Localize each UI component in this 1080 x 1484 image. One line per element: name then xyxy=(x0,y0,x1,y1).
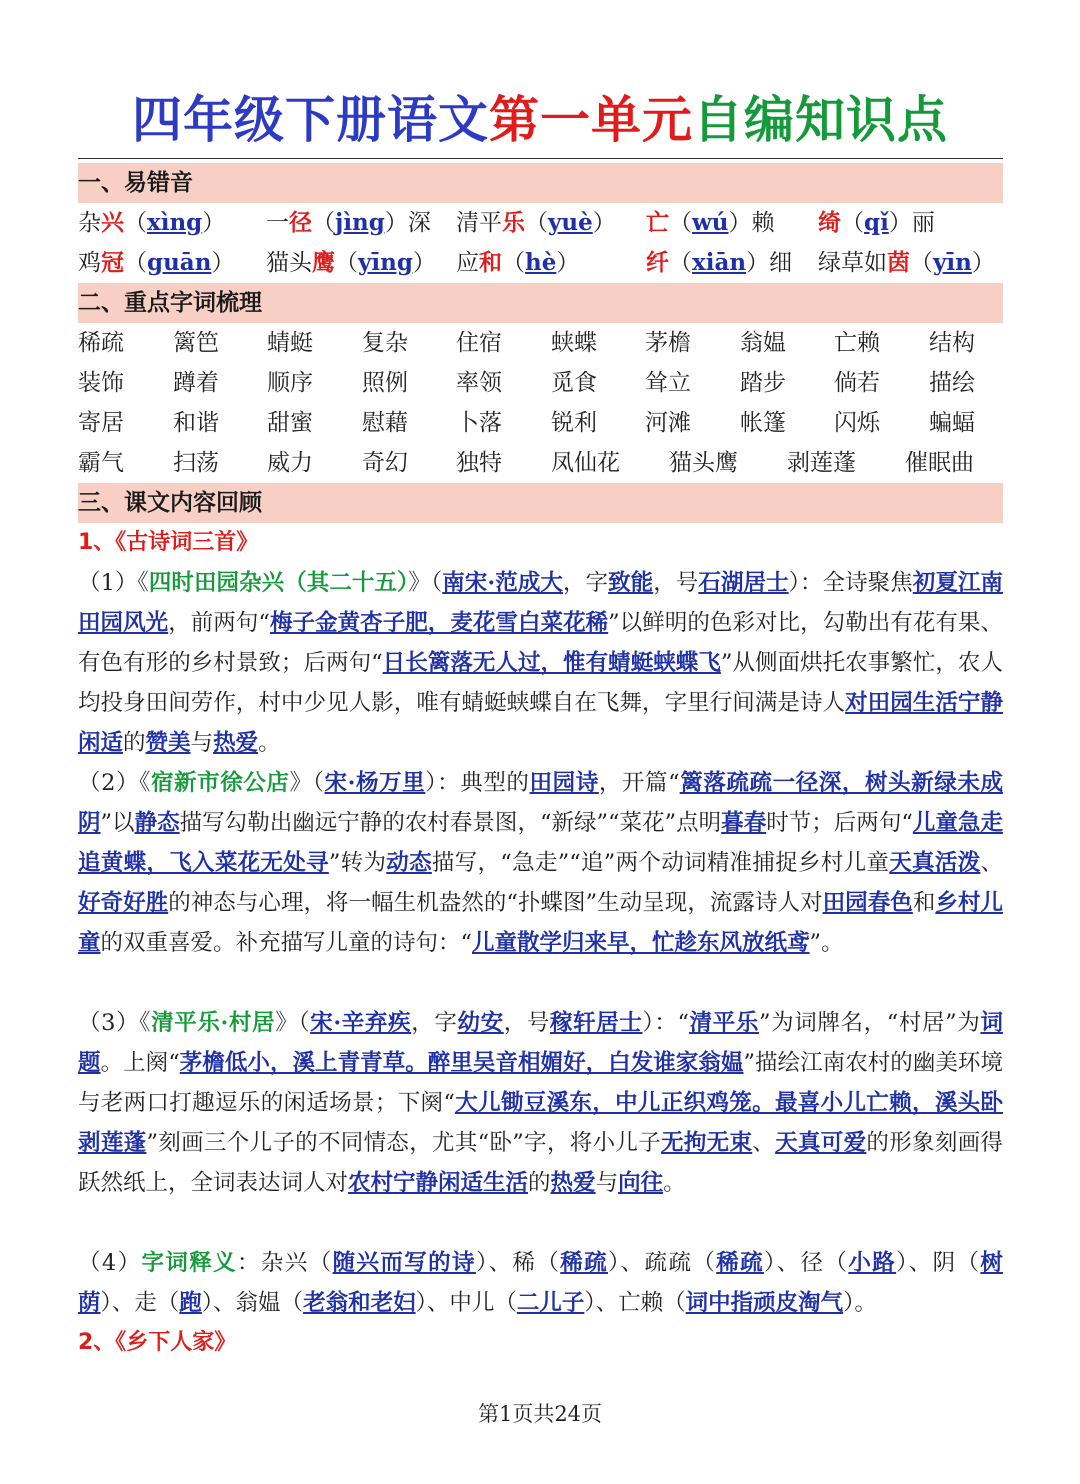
poem-3-paragraph xyxy=(78,1003,1003,1203)
text-run: ）、疏疏（ xyxy=(608,1250,717,1276)
text-run: 。 xyxy=(663,1170,686,1196)
text-run: ：杂兴（ xyxy=(237,1250,333,1276)
keyword: 稀疏 xyxy=(560,1250,609,1276)
word-item: 耸立 xyxy=(645,370,691,396)
keyword: 日长篱落无人过，惟有蜻蜓蛱蝶飞 xyxy=(382,650,721,676)
word-item: 蜻蜓 xyxy=(267,330,313,356)
word-item: 独特 xyxy=(456,450,502,476)
word-item: 茅檐 xyxy=(645,330,691,356)
word-item: 扫荡 xyxy=(173,450,219,476)
pron-item: 猫头鹰（yīng） xyxy=(266,249,436,276)
pron-item: 纤（xiān）细 xyxy=(646,249,793,276)
keyword: 暮春 xyxy=(721,810,767,836)
keyword: 篱落疏疏一径深，树头新绿未成阴 xyxy=(78,770,1003,836)
word-row xyxy=(78,443,1003,483)
text-run: ”描绘江南农村的幽美环境与老两口打趣逗乐的闲适场景；下阕“ xyxy=(78,1050,1003,1116)
text-run: ”。 xyxy=(809,930,844,956)
keyword: 静态 xyxy=(134,810,180,836)
word-item: 踏步 xyxy=(740,370,786,396)
title-divider xyxy=(78,158,1003,159)
keyword: 无拘无束 xyxy=(661,1130,753,1156)
word-item: 河滩 xyxy=(645,410,691,436)
text-run: 》（ xyxy=(408,570,443,596)
section-header-vocabulary: 二、重点字词梳理 xyxy=(78,283,1003,323)
keyword: 致能 xyxy=(608,570,654,596)
poem-title: 四时田园杂兴（其二十五） xyxy=(148,570,409,596)
pron-item: 绮（qǐ）丽 xyxy=(818,209,935,236)
word-item: 剥莲蓬 xyxy=(787,450,856,476)
pronunciation-row xyxy=(78,243,1003,283)
text-run: ，开篇“ xyxy=(598,770,680,796)
word-item: 结构 xyxy=(929,330,975,356)
word-item: 蛱蝶 xyxy=(551,330,597,356)
text-run: 描写，“急走”“追”两个动词精准捕捉乡村儿童 xyxy=(431,850,890,876)
keyword: 初夏江南田园风光 xyxy=(78,570,1003,636)
keyword: 稀疏 xyxy=(716,1250,765,1276)
keyword: 田园诗 xyxy=(529,770,599,796)
keyword: 小路 xyxy=(848,1250,897,1276)
pron-item: 清平乐（yuè） xyxy=(456,209,616,236)
text-run: 。 xyxy=(258,730,281,756)
keyword: 跑 xyxy=(179,1290,202,1316)
poem-title: 清平乐·村居 xyxy=(151,1010,276,1036)
word-item: 凤仙花 xyxy=(551,450,620,476)
vocabulary-meaning-paragraph xyxy=(78,1243,1003,1323)
word-item: 寄居 xyxy=(78,410,124,436)
text-run: ”转为 xyxy=(328,850,387,876)
word-item: 甜蜜 xyxy=(267,410,313,436)
page-title xyxy=(0,80,1080,152)
word-item: 顺序 xyxy=(267,370,313,396)
keyword: 词题 xyxy=(78,1010,1003,1076)
lesson-heading: 2、《乡下人家》 xyxy=(78,1330,237,1355)
text-run: 的形象刻画得跃然纸上，全词表达词人对 xyxy=(78,1130,1003,1196)
word-item: 倘若 xyxy=(834,370,880,396)
keyword: 儿童散学归来早，忙趁东风放纸鸢 xyxy=(472,930,810,956)
word-item: 亡赖 xyxy=(834,330,880,356)
word-item: 蹲着 xyxy=(173,370,219,396)
keyword: 大儿锄豆溪东，中儿正织鸡笼。最喜小儿亡赖，溪头卧剥莲蓬 xyxy=(78,1090,1003,1156)
keyword: 热爱 xyxy=(213,730,259,756)
poem-title: 字词释义 xyxy=(141,1250,238,1276)
word-row xyxy=(78,323,1003,363)
lesson-heading: 1、《古诗词三首》 xyxy=(78,530,259,555)
keyword: 田园春色 xyxy=(822,890,913,916)
poem-1-paragraph xyxy=(78,563,1003,763)
word-item: 闪烁 xyxy=(834,410,880,436)
word-item: 复杂 xyxy=(362,330,408,356)
title-part-2: 第一单元 xyxy=(489,91,693,149)
word-item: 觅食 xyxy=(551,370,597,396)
poem-title: 宿新市徐公店 xyxy=(150,770,290,796)
section-header-pronunciation: 一、易错音 xyxy=(78,163,1003,203)
text-run: ）：典型的 xyxy=(425,770,530,796)
text-run: 》（ xyxy=(289,770,325,796)
keyword: 对田园生活宁静闲适 xyxy=(78,690,1003,756)
keyword: 热爱 xyxy=(550,1170,596,1196)
keyword: 词中指顽皮淘气 xyxy=(685,1290,844,1316)
keyword: 儿童急走追黄蝶，飞入菜花无处寻 xyxy=(78,810,1003,876)
word-item: 住宿 xyxy=(456,330,502,356)
text-run: 、 xyxy=(752,1130,776,1156)
word-item: 霸气 xyxy=(78,450,124,476)
pron-item: 一径（jìng）深 xyxy=(266,209,431,236)
pron-item: 鸡冠（guān） xyxy=(78,249,235,276)
keyword: 天真活泼 xyxy=(889,850,981,876)
text-run: ）。 xyxy=(843,1290,877,1316)
keyword: 稼轩居士 xyxy=(549,1010,643,1036)
pron-item: 应和（hè） xyxy=(456,249,580,276)
keyword: 农村宁静闲适生活 xyxy=(348,1170,529,1196)
word-item: 奇幻 xyxy=(362,450,408,476)
pron-item: 亡（wú）赖 xyxy=(646,209,775,236)
word-item: 帐篷 xyxy=(740,410,786,436)
keyword: 天真可爱 xyxy=(775,1130,867,1156)
text-run: ）、径（ xyxy=(764,1250,849,1276)
text-run: ）、阴（ xyxy=(896,1250,981,1276)
word-item: 锐利 xyxy=(551,410,597,436)
keyword: 南宋·范成大 xyxy=(442,570,563,596)
text-run: ）、中儿（ xyxy=(415,1290,517,1316)
text-run: ）、稀（ xyxy=(475,1250,561,1276)
text-run: ，号 xyxy=(503,1010,550,1036)
text-run: （4） xyxy=(78,1250,142,1276)
text-run: （2）《 xyxy=(78,770,151,796)
word-item: 稀疏 xyxy=(78,330,124,356)
keyword: 清平乐 xyxy=(689,1010,760,1036)
keyword: 梅子金黄杏子肥，麦花雪白菜花稀 xyxy=(269,610,609,636)
keyword: 宋·杨万里 xyxy=(324,770,426,796)
word-item: 翁媪 xyxy=(740,330,786,356)
text-run: ”刻画三个儿子的不同情态，尤其“卧”字，将小儿子 xyxy=(146,1130,662,1156)
section-header-lesson-review: 三、课文内容回顾 xyxy=(78,483,1003,523)
text-run: 的双重喜爱。补充描写儿童的诗句：“ xyxy=(100,930,473,956)
text-run: ”从侧面烘托农事繁忙，农人均投身田间劳作，村中少见人影，唯有蜻蜓蛱蝶自在飞舞，字里行间满是诗人 xyxy=(78,650,1003,716)
text-run: ，字 xyxy=(411,1010,458,1036)
word-row xyxy=(78,403,1003,443)
text-run: ）、亡赖（ xyxy=(584,1290,686,1316)
title-part-1: 四年级下册语文 xyxy=(132,91,489,149)
text-run: 描写勾勒出幽远宁静的农村春景图，“新绿”“菜花”点明 xyxy=(179,810,722,836)
keyword: 向往 xyxy=(618,1170,664,1196)
text-run: 。上阕“ xyxy=(100,1050,180,1076)
text-run: 的神态与心理，将一幅生机盎然的“扑蝶图”生动呈现，流露诗人对 xyxy=(168,890,823,916)
pronunciation-row xyxy=(78,203,1003,243)
text-run: 、 xyxy=(980,850,1003,876)
word-item: 描绘 xyxy=(929,370,975,396)
text-run: ”以鲜明的色彩对比，勾勒出有花有果、有色有形的乡村景致；后两句“ xyxy=(78,610,1003,676)
word-item: 照例 xyxy=(362,370,408,396)
text-run: （3）《 xyxy=(78,1010,152,1036)
text-run: ）、走（ xyxy=(100,1290,180,1316)
text-run: 和 xyxy=(912,890,936,916)
title-part-3: 自编知识点 xyxy=(693,91,948,149)
text-run: （1）《 xyxy=(78,570,149,596)
text-run: ）、翁媪（ xyxy=(201,1290,304,1316)
text-run: 时节；后两句“ xyxy=(766,810,913,836)
keyword: 石湖居士 xyxy=(698,570,789,596)
keyword: 好奇好胜 xyxy=(78,890,169,916)
poem-2-paragraph xyxy=(78,763,1003,963)
word-item: 慰藉 xyxy=(362,410,408,436)
word-item: 催眠曲 xyxy=(905,450,974,476)
text-run: 与 xyxy=(190,730,214,756)
keyword: 随兴而写的诗 xyxy=(332,1250,476,1276)
keyword: 茅檐低小，溪上青青草。醉里吴音相媚好，白发谁家翁媪 xyxy=(179,1050,744,1076)
text-run: ）：全诗聚焦 xyxy=(788,570,913,596)
keyword: 乡村儿童 xyxy=(78,890,1003,956)
word-item: 装饰 xyxy=(78,370,124,396)
word-item: 率领 xyxy=(456,370,502,396)
text-run: 的 xyxy=(528,1170,551,1196)
pron-item: 杂兴（xìng） xyxy=(78,209,226,236)
pron-item: 绿草如茵（yīn） xyxy=(818,249,995,276)
text-run: ，字 xyxy=(562,570,609,596)
word-item: 威力 xyxy=(267,450,313,476)
text-run: 与 xyxy=(595,1170,619,1196)
word-item: 和谐 xyxy=(173,410,219,436)
keyword: 二儿子 xyxy=(516,1290,585,1316)
keyword: 幼安 xyxy=(457,1010,504,1036)
word-item: 篱笆 xyxy=(173,330,219,356)
text-run: ”为词牌名，“村居”为 xyxy=(759,1010,981,1036)
text-run: 》（ xyxy=(275,1010,311,1036)
text-run: ”以 xyxy=(100,810,135,836)
word-item: 卜落 xyxy=(456,410,502,436)
text-run: ，前两句“ xyxy=(168,610,270,636)
text-run: 的 xyxy=(123,730,146,756)
text-run: ，号 xyxy=(653,570,699,596)
keyword: 老翁和老妇 xyxy=(303,1290,416,1316)
keyword: 动态 xyxy=(386,850,432,876)
word-item: 猫头鹰 xyxy=(669,450,738,476)
text-run: ）：“ xyxy=(642,1010,690,1036)
word-item: 蝙蝠 xyxy=(929,410,975,436)
keyword: 树荫 xyxy=(78,1250,1003,1316)
keyword: 赞美 xyxy=(145,730,191,756)
word-row xyxy=(78,363,1003,403)
keyword: 宋·辛弃疾 xyxy=(310,1010,412,1036)
page-number: 第1页共24页 xyxy=(477,1402,603,1426)
